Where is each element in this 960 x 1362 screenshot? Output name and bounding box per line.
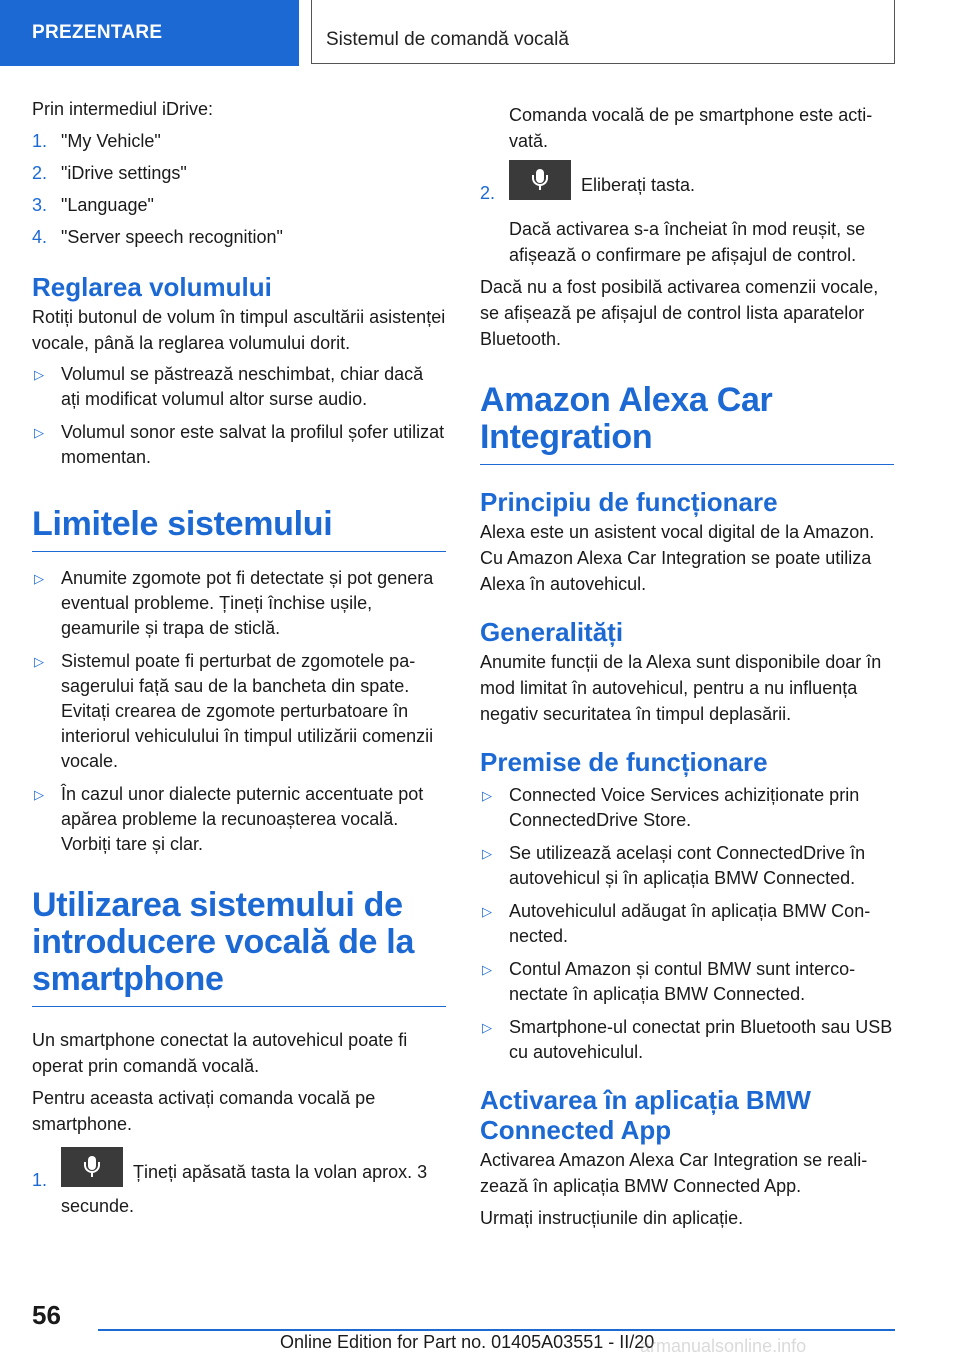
chapter-title: Sistemul de comandă vocală (311, 0, 895, 64)
app-text-1: Activarea Amazon Alexa Car Integration se realizează în aplicația BMW Connected App. (480, 1150, 868, 1196)
triangle-bullet-icon: ▷ (482, 846, 492, 861)
triangle-bullet-icon: ▷ (482, 788, 492, 803)
triangle-bullet-icon: ▷ (34, 367, 44, 382)
list-item: ▷ Smartphone-ul conectat prin Bluetooth sau USB cu autovehiculul. (482, 1017, 893, 1062)
triangle-bullet-icon: ▷ (34, 787, 44, 802)
list-item: ▷ Contul Amazon și contul BMW sunt interconectate în aplicația BMW Connected. (482, 959, 856, 1004)
triangle-bullet-icon: ▷ (482, 1020, 492, 1035)
right-column (480, 102, 894, 1237)
section-tab[interactable]: PREZENTARE (0, 0, 299, 66)
page-header (0, 0, 960, 66)
app-text-2: Urmați instrucțiunile din aplicație. (480, 1208, 744, 1228)
voice-button-icon (61, 1147, 123, 1187)
list-item: 3. "Language" (32, 195, 154, 215)
page-number: 56 (32, 1300, 61, 1330)
watermark: armanualsonline.info (640, 1336, 807, 1356)
left-column (32, 96, 446, 1233)
step1-continued: Comanda vocală de pe smartphone este activată. (509, 105, 873, 151)
list-item: ▷ Volumul se păstrează neschimbat, chiar dacă ați modificat volumul altor surse audio. (34, 364, 424, 409)
triangle-bullet-icon: ▷ (482, 904, 492, 919)
volume-text: Rotiți butonul de volum în timpul ascultării asistenței vocale, până la reglarea volumului dorit. (32, 307, 446, 353)
edition-text: Online Edition for Part no. 01405A03551 - II/20 (280, 1332, 655, 1352)
settings-steps (32, 128, 446, 250)
list-item: ▷ Se utilizează același cont ConnectedDrive în autovehicul și în aplicația BMW Connected. (482, 843, 866, 888)
release-steps (480, 166, 894, 206)
list-item: 1. Țineți apăsată tasta la volan aprox. 3 secunde. (32, 1153, 446, 1219)
list-item: 1. "My Vehicle" (32, 131, 161, 151)
step2-result: Dacă activarea s-a încheiat în mod reușit, se afișează o confirmare pe afișajul de control. (509, 219, 866, 265)
triangle-bullet-icon: ▷ (482, 962, 492, 977)
list-item: ▷ Autovehiculul adăugat în aplicația BMW Connected. (482, 901, 871, 946)
triangle-bullet-icon: ▷ (34, 425, 44, 440)
principle-text: Alexa este un asistent vocal digital de la Amazon. Cu Amazon Alexa Car Integration se poate utiliza Alexa în autovehicul. (480, 522, 875, 594)
app-heading: Activarea în aplicația BMW Connected App (480, 1085, 811, 1145)
list-item: ▷ Sistemul poate fi perturbat de zgomotele pasagerului față sau de la bancheta din spate. Evitați crearea de zgomote perturbatoare în interiorul vehiculului în timpul utilizării comenzii vocale. (34, 651, 434, 771)
smartphone-heading: Utilizarea sistemului de introducere vocală de la smartphone (32, 887, 446, 1007)
general-heading: Generalități (480, 617, 624, 647)
list-item: ▷ În cazul unor dialecte puternic accentuate pot apărea probleme la recunoașterea vocală. Vorbiți tare și clar. (34, 784, 424, 854)
prereq-heading: Premise de funcționare (480, 747, 768, 777)
principle-heading: Principiu de funcționare (480, 487, 778, 517)
intro-text: Prin intermediul iDrive: (32, 99, 214, 119)
smartphone-steps (32, 1153, 446, 1219)
triangle-bullet-icon: ▷ (34, 654, 44, 669)
list-item: 4. "Server speech recognition" (32, 227, 283, 247)
list-item: ▷ Connected Voice Services achiziționate prin ConnectedDrive Store. (482, 785, 860, 830)
list-item: ▷ Volumul sonor este salvat la profilul șofer utilizat momentan. (34, 422, 445, 467)
smartphone-text-1: Un smartphone conectat la autovehicul poate fi operat prin comandă vocală. (32, 1030, 408, 1076)
triangle-bullet-icon: ▷ (34, 571, 44, 586)
voice-button-icon (509, 160, 571, 200)
smartphone-text-2: Pentru aceasta activați comanda vocală pe smartphone. (32, 1088, 376, 1134)
list-item: ▷ Anumite zgomote pot fi detectate și pot genera eventual probleme. Țineți închise ușile, geamurile și trapa de sticlă. (34, 568, 434, 638)
failure-text: Dacă nu a fost posibilă activarea comenzii vocale, se afișează pe afișajul de control lista aparatelor Bluetooth. (480, 277, 879, 349)
list-item: 2. "iDrive settings" (32, 163, 187, 183)
limits-bullets (32, 566, 446, 857)
prereq-bullets (480, 783, 894, 1065)
volume-heading: Reglarea volumului (32, 272, 272, 302)
list-item: 2. Eliberați tasta. (480, 166, 894, 206)
footer-divider (98, 1329, 895, 1331)
limits-heading: Limitele sistemului (32, 506, 446, 552)
volume-bullets (32, 362, 446, 470)
alexa-heading: Amazon Alexa Car Integration (480, 382, 894, 465)
general-text: Anumite funcții de la Alexa sunt disponibile doar în mod limitat în autovehicul, pentru a nu influența negativ securitatea în timpul deplasării. (480, 652, 882, 724)
